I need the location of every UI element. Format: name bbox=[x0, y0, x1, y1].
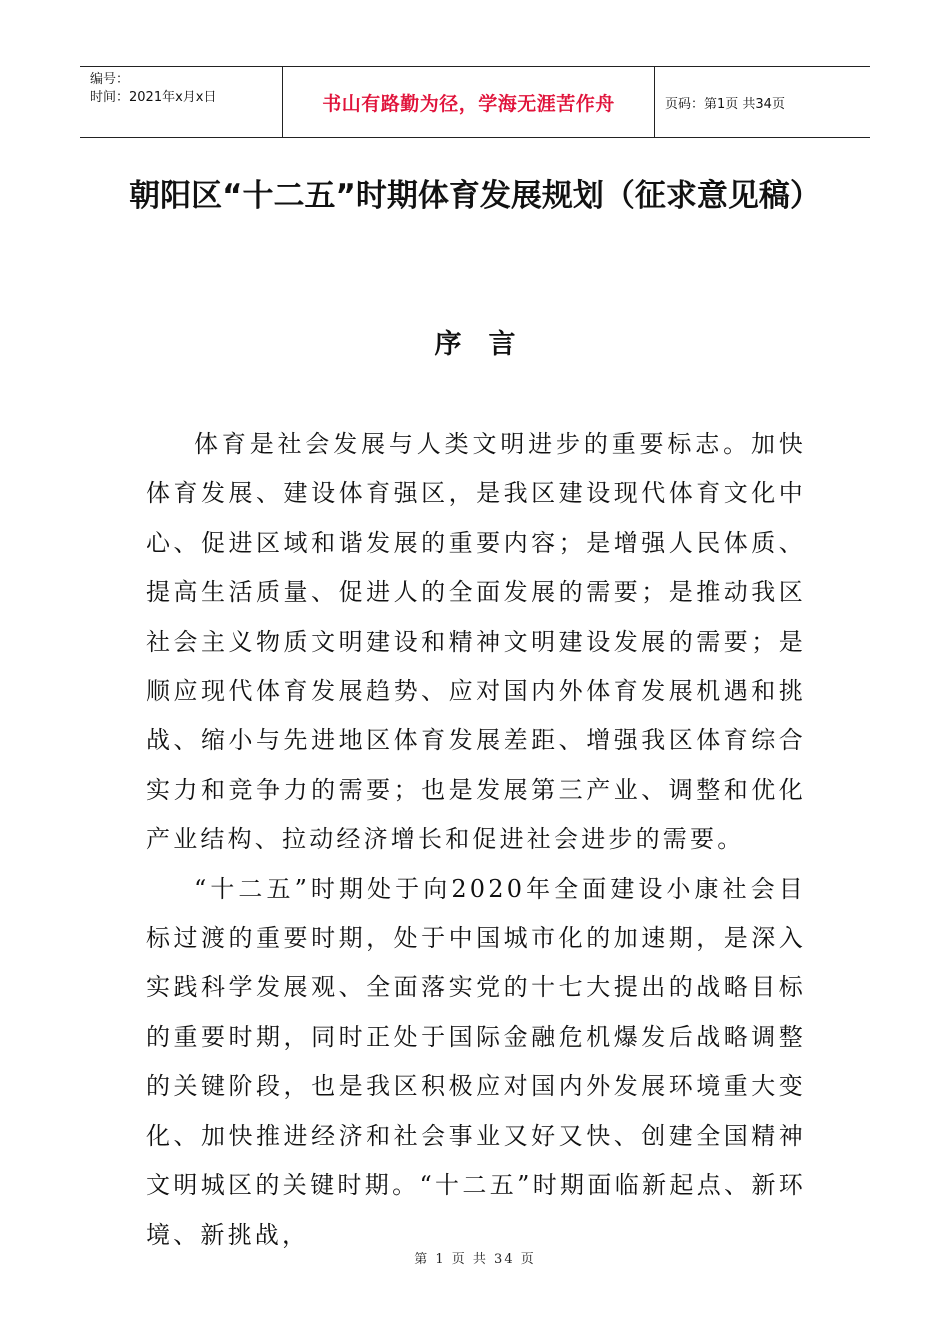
paragraph: 体育是社会发展与人类文明进步的重要标志。加快体育发展、建设体育强区，是我区建设现代体育文化中心、促进区域和谐发展的重要内容；是增强人民体质、提高生活质量、促进人的全面发展的需要；是推动我区社会主义物质文明建设和精神文明建设发展的需要；是顺应现代体育发展趋势、应对国内外体育发展机遇和挑战、缩小与先进地区体育发展差距、增强我区体育综合实力和竞争力的需要；也是发展第三产业、调整和优化产业结构、拉动经济增长和促进社会进步的需要。 bbox=[146, 430, 806, 854]
header-meta-cell bbox=[80, 67, 283, 137]
time-label: 时间：2021年x月x日 bbox=[90, 90, 217, 105]
number-label: 编号： bbox=[90, 72, 130, 87]
section-heading: 序 言 bbox=[434, 329, 516, 360]
header-page-info: 页码：第1页 共34页 bbox=[665, 96, 785, 112]
document-title: 朝阳区“十二五”时期体育发展规划（征求意见稿） bbox=[129, 178, 821, 214]
document-header bbox=[80, 66, 870, 138]
header-motto: 书山有路勤为径，学海无涯苦作舟 bbox=[283, 67, 655, 137]
body-text bbox=[146, 420, 806, 1260]
page-footer: 第 1 页 共 34 页 bbox=[414, 1252, 536, 1267]
paragraph: “十二五”时期处于向2020年全面建设小康社会目标过渡的重要时期，处于中国城市化的加速期，是深入实践科学发展观、全面落实党的十七大提出的战略目标的重要时期，同时正处于国际金融危机爆发后战略调整的关键阶段，也是我区积极应对国内外发展环境重大变化、加快推进经济和社会事业又好又快、创建全国精神文明城区的关键时期。“十二五”时期面临新起点、新环境、新挑战， bbox=[146, 874, 806, 1249]
